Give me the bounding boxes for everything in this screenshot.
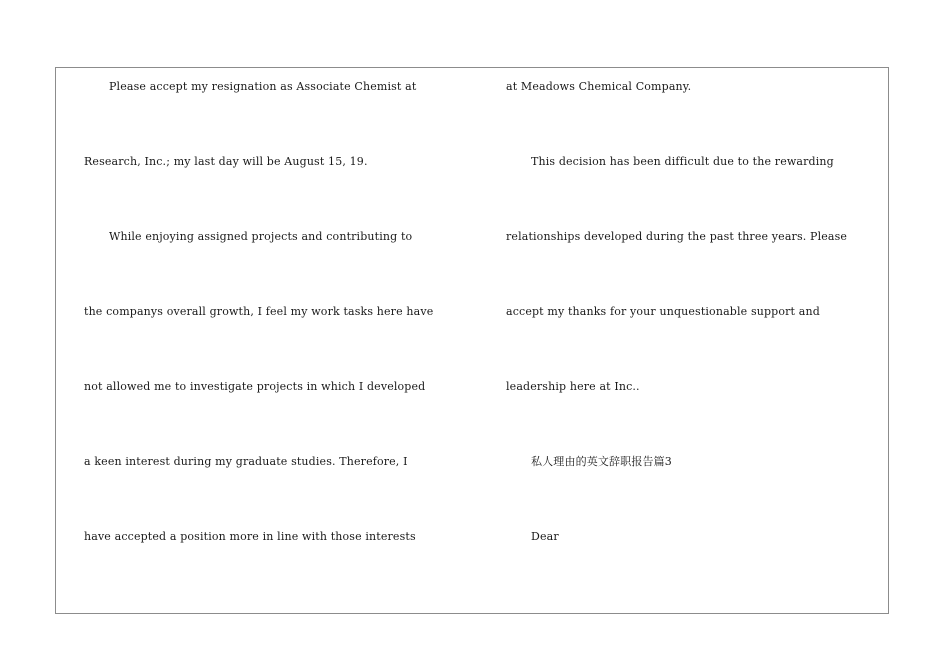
salutation: Dear	[531, 530, 559, 543]
text-line: a keen interest during my graduate studies. Therefore, I	[84, 455, 408, 468]
text-line: relationships developed during the past three years. Please	[506, 230, 848, 243]
text-line: Research, Inc.; my last day will be August 15, 19.	[84, 155, 368, 168]
text-line: leadership here at Inc..	[506, 380, 640, 393]
text-line: at Meadows Chemical Company.	[506, 80, 692, 93]
text-line: This decision has been difficult due to the rewarding	[531, 155, 834, 168]
section-heading: 私人理由的英文辞职报告篇3	[531, 455, 672, 468]
text-line: not allowed me to investigate projects in which I developed	[84, 380, 426, 393]
text-line: While enjoying assigned projects and contributing to	[109, 230, 413, 243]
text-line: accept my thanks for your unquestionable support and	[506, 305, 820, 318]
text-line: the companys overall growth, I feel my work tasks here have	[84, 305, 434, 318]
text-line: have accepted a position more in line with those interests	[84, 530, 416, 543]
text-line: Please accept my resignation as Associate Chemist at	[109, 80, 417, 93]
